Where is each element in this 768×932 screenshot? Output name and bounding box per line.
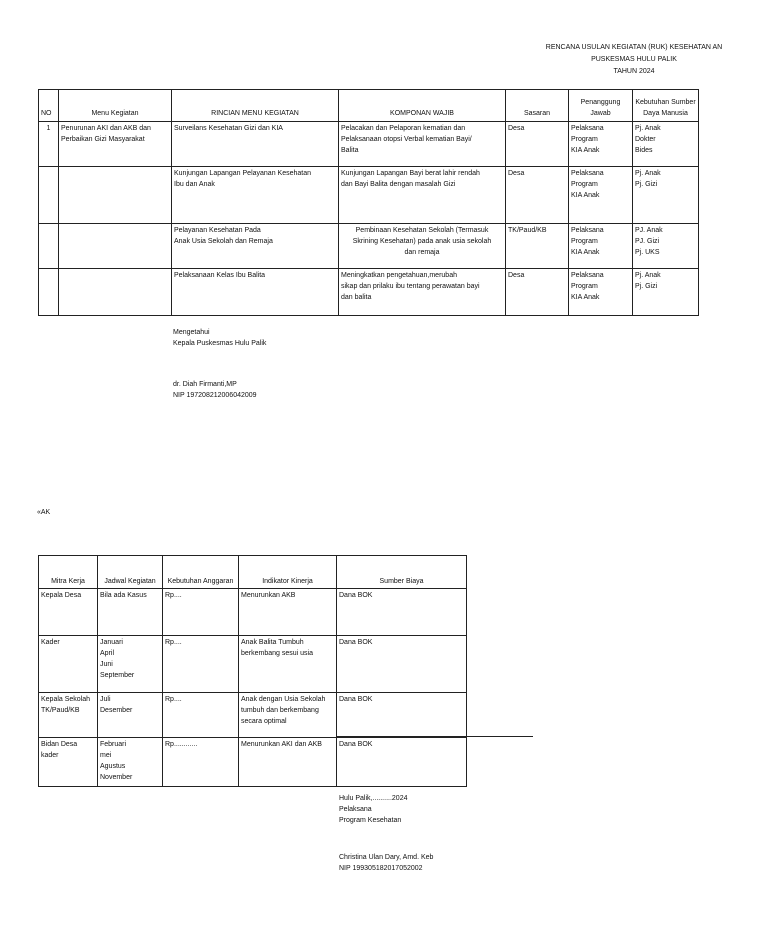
row-penanggung-jawab: Pelaksana Program KIA Anak bbox=[569, 167, 633, 224]
table-header-row bbox=[39, 90, 699, 122]
header-komponen: KOMPONAN WAJIB bbox=[339, 90, 506, 122]
row-anggaran: Rp.... bbox=[163, 589, 239, 636]
row-sumber: Dana BOK bbox=[337, 738, 467, 787]
executor-nip: NIP 199305182017052002 bbox=[339, 865, 423, 872]
row-menu: Penurunan AKI dan AKB dan Perbaikan Gizi Masyarakat bbox=[59, 122, 172, 167]
header-jadwal-kegiatan: Jadwal Kegiatan bbox=[98, 556, 163, 589]
approval-signature-block bbox=[173, 327, 266, 401]
row-mitra: Kader bbox=[39, 636, 98, 693]
page-fragment-text: «AK bbox=[37, 509, 51, 516]
row-komponen: Kunjungan Lapangan Bayi berat lahir rendah dan Bayi Balita dengan masalah Gizi bbox=[339, 167, 506, 224]
row-rincian: Surveilans Kesehatan Gizi dan KIA bbox=[172, 122, 339, 167]
row-sdm: Pj. Anak Pj. Gizi bbox=[633, 167, 699, 224]
row-sumber: Dana BOK bbox=[337, 636, 467, 693]
table-row bbox=[39, 693, 467, 738]
row-sasaran: TK/Paud/KB bbox=[506, 224, 569, 269]
header-sdm: Kebutuhan Sumber Daya Manusia bbox=[633, 90, 699, 122]
row-penanggung-jawab: Pelaksana Program KIA Anak bbox=[569, 269, 633, 316]
table-row bbox=[39, 738, 467, 787]
approval-label: Mengetahui bbox=[173, 329, 210, 336]
header-rincian: RINCIAN MENU KEGIATAN bbox=[172, 90, 339, 122]
header-mitra-kerja: Mitra Kerja bbox=[39, 556, 98, 589]
header-menu-kegiatan: Menu Kegiatan bbox=[59, 90, 172, 122]
row-jadwal: Februari mei Agustus November bbox=[98, 738, 163, 787]
approval-position: Kepala Puskesmas Hulu Palik bbox=[173, 340, 267, 347]
row-penanggung-jawab: Pelaksana Program KIA Anak bbox=[569, 224, 633, 269]
header-kebutuhan-anggaran: Kebutuhan Anggaran bbox=[163, 556, 239, 589]
header-sumber-biaya: Sumber Biaya bbox=[337, 556, 467, 589]
row-jadwal: Januari April Juni September bbox=[98, 636, 163, 693]
row-sdm: Pj. Anak Pj. Gizi bbox=[633, 269, 699, 316]
divider-line bbox=[337, 736, 533, 737]
header-sasaran: Sasaran bbox=[506, 90, 569, 122]
row-jadwal: Juli Desember bbox=[98, 693, 163, 738]
row-rincian: Pelaksanaan Kelas Ibu Balita bbox=[172, 269, 339, 316]
row-no: 1 bbox=[39, 122, 59, 167]
table-row bbox=[39, 167, 699, 224]
row-mitra: Bidan Desa kader bbox=[39, 738, 98, 787]
row-menu bbox=[59, 224, 172, 269]
row-komponen: Pelacakan dan Pelaporan kematian dan Pelaksanaan otopsi Verbal kematian Bayi/ Balita bbox=[339, 122, 506, 167]
row-indikator: Anak dengan Usia Sekolah tumbuh dan berkembang secara optimal bbox=[239, 693, 337, 738]
document-subtitle-institution: PUSKESMAS HULU PALIK bbox=[591, 56, 677, 63]
row-rincian: Pelayanan Kesehatan Pada Anak Usia Sekolah dan Remaja bbox=[172, 224, 339, 269]
table-row bbox=[39, 224, 699, 269]
row-mitra: Kepala Sekolah TK/Paud/KB bbox=[39, 693, 98, 738]
row-sumber: Dana BOK bbox=[337, 693, 467, 738]
table-row bbox=[39, 636, 467, 693]
row-indikator: Menurunkan AKB bbox=[239, 589, 337, 636]
row-mitra: Kepala Desa bbox=[39, 589, 98, 636]
executor-role: Pelaksana bbox=[339, 806, 372, 813]
header-penanggung-jawab: Penanggung Jawab bbox=[569, 90, 633, 122]
row-no bbox=[39, 167, 59, 224]
table-row bbox=[39, 122, 699, 167]
approver-nip: NIP 197208212006042009 bbox=[173, 392, 257, 399]
row-menu bbox=[59, 269, 172, 316]
row-menu bbox=[59, 167, 172, 224]
row-penanggung-jawab: Pelaksana Program KIA Anak bbox=[569, 122, 633, 167]
row-sasaran: Desa bbox=[506, 122, 569, 167]
row-anggaran: Rp............ bbox=[163, 738, 239, 787]
executor-signature-block bbox=[339, 793, 433, 874]
row-jadwal: Bila ada Kasus bbox=[98, 589, 163, 636]
activity-plan-table bbox=[38, 89, 699, 316]
row-sdm: Pj. Anak Dokter Bides bbox=[633, 122, 699, 167]
header-no: NO bbox=[39, 90, 59, 122]
row-no bbox=[39, 269, 59, 316]
row-sumber: Dana BOK bbox=[337, 589, 467, 636]
row-rincian: Kunjungan Lapangan Pelayanan Kesehatan Ibu dan Anak bbox=[172, 167, 339, 224]
row-sdm: PJ. Anak PJ. Gizi Pj. UKS bbox=[633, 224, 699, 269]
table-row bbox=[39, 589, 467, 636]
table-header-row bbox=[39, 556, 467, 589]
row-komponen: Meningkatkan pengetahuan,merubah sikap dan prilaku ibu tentang perawatan bayi dan balita bbox=[339, 269, 506, 316]
row-indikator: Menurunkan AKI dan AKB bbox=[239, 738, 337, 787]
table-row bbox=[39, 269, 699, 316]
approver-name: dr. Diah Firmanti,MP bbox=[173, 381, 237, 388]
document-title-block bbox=[500, 42, 768, 78]
activity-detail-table bbox=[38, 555, 467, 787]
executor-name: Christina Ulan Dary, Amd. Keb bbox=[339, 854, 434, 861]
place-date: Hulu Palik,..........2024 bbox=[339, 795, 408, 802]
header-indikator-kinerja: Indikator Kinerja bbox=[239, 556, 337, 589]
row-sasaran: Desa bbox=[506, 167, 569, 224]
row-indikator: Anak Balita Tumbuh berkembang sesui usia bbox=[239, 636, 337, 693]
document-title: RENCANA USULAN KEGIATAN (RUK) KESEHATAN AN bbox=[545, 44, 723, 51]
row-no bbox=[39, 224, 59, 269]
row-anggaran: Rp.... bbox=[163, 636, 239, 693]
document-subtitle-year: TAHUN 2024 bbox=[613, 68, 655, 75]
row-anggaran: Rp.... bbox=[163, 693, 239, 738]
row-sasaran: Desa bbox=[506, 269, 569, 316]
row-komponen: Pembinaan Kesehatan Sekolah (Termasuk Skrining Kesehatan) pada anak usia sekolah dan remaja bbox=[339, 224, 506, 269]
executor-program: Program Kesehatan bbox=[339, 817, 402, 824]
